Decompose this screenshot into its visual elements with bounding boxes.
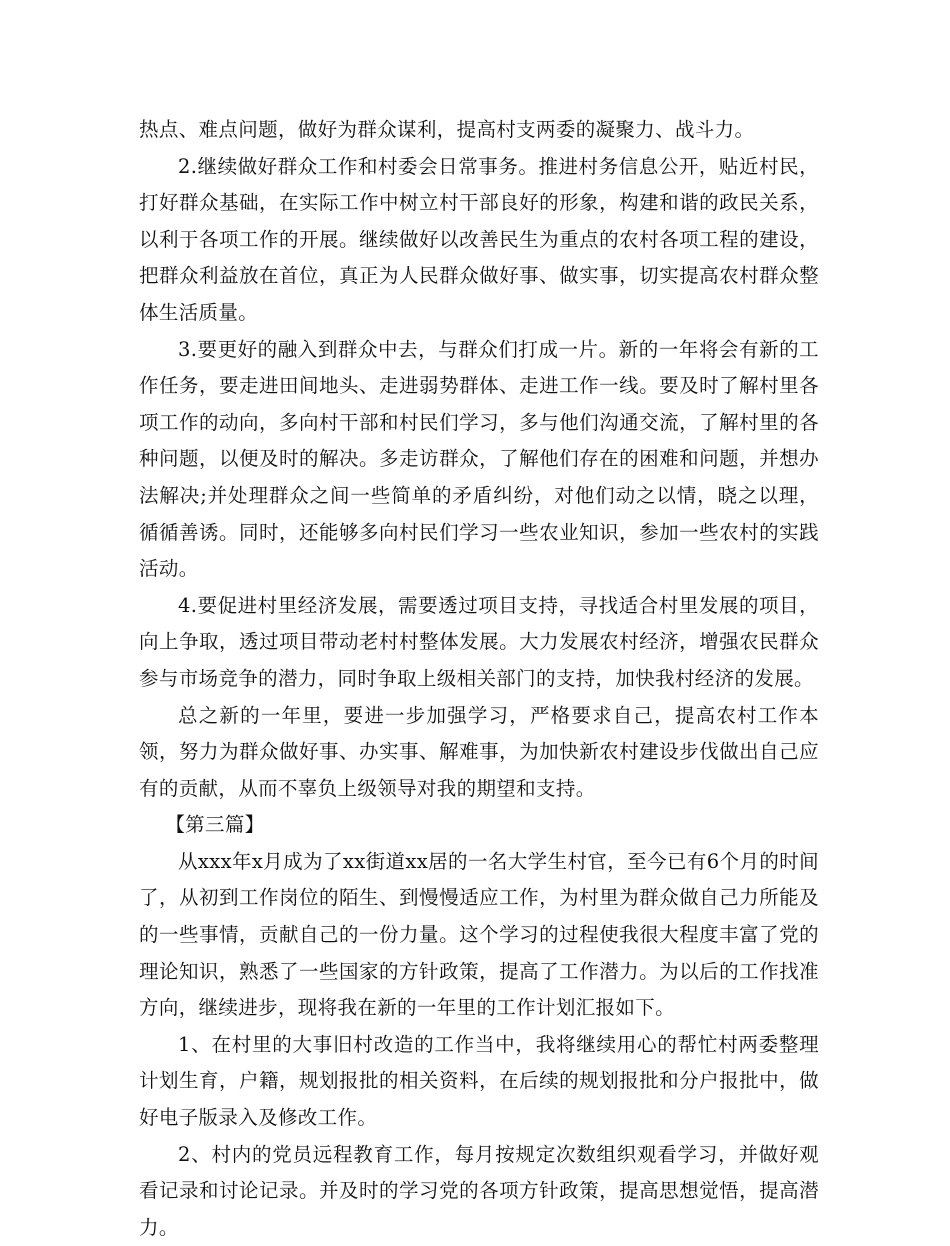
paragraph-intro: 从xxx年x月成为了xx街道xx居的一名大学生村官，至今已有6个月的时间了，从初到工作岗位的陌生、到慢慢适应工作，为村里为群众做自己力所能及的一些事情，贡献自己的一份力量。这个学习的过程使我很大程度丰富了党的理论知识，熟悉了一些国家的方针政策，提高了工作潜力。为以后的工作找准方向，继续进步，现将我在新的一年里的工作计划汇报如下。 — [139, 849, 819, 1020]
paragraph-item-3: 3.要更好的融入到群众中去，与群众们打成一片。新的一年将会有新的工作任务，要走进田间地头、走进弱势群体、走进工作一线。要及时了解村里各项工作的动向，多向村干部和村民们学习，多与他们沟通交流，了解村里的各种问题，以便及时的解决。多走访群众，了解他们存在的困难和问题，并想办法解决;并处理群众之间一些简单的矛盾纠纷，对他们动之以情，晓之以理，循循善诱。同时，还能够多向村民们学习一些农业知识，参加一些农村的实践活动。 — [139, 337, 819, 581]
document-page — [139, 112, 819, 1246]
paragraph-summary: 总之新的一年里，要进一步加强学习，严格要求自己，提高农村工作本领，努力为群众做好事、办实事、解难事，为加快新农村建设步伐做出自己应有的贡献，从而不辜负上级领导对我的期望和支持。 — [139, 703, 819, 800]
paragraph-item-4: 4.要促进村里经济发展，需要透过项目支持，寻找适合村里发展的项目，向上争取，透过项目带动老村村整体发展。大力发展农村经济，增强农民群众参与市场竞争的潜力，同时争取上级相关部门的支持，加快我村经济的发展。 — [139, 593, 819, 690]
section-heading: 【第三篇】 — [165, 813, 265, 837]
paragraph-item-2: 2.继续做好群众工作和村委会日常事务。推进村务信息公开，贴近村民，打好群众基础，在实际工作中树立村干部良好的形象，构建和谐的政民关系，以利于各项工作的开展。继续做好以改善民生为重点的农村各项工程的建设，把群众利益放在首位，真正为人民群众做好事、做实事，切实提高农村群众整体生活质量。 — [139, 154, 819, 324]
paragraph-continuation: 热点、难点问题，做好为群众谋利，提高村支两委的凝聚力、战斗力。 — [139, 118, 755, 141]
paragraph-plan-2: 2、村内的党员远程教育工作，每月按规定次数组织观看学习，并做好观看记录和讨论记录。并及时的学习党的各项方针政策，提高思想觉悟，提高潜力。 — [139, 1142, 819, 1239]
paragraph-plan-1: 1、在村里的大事旧村改造的工作当中，我将继续用心的帮忙村两委整理计划生育，户籍，规划报批的相关资料，在后续的规划报批和分户报批中，做好电子版录入及修改工作。 — [139, 1032, 819, 1130]
